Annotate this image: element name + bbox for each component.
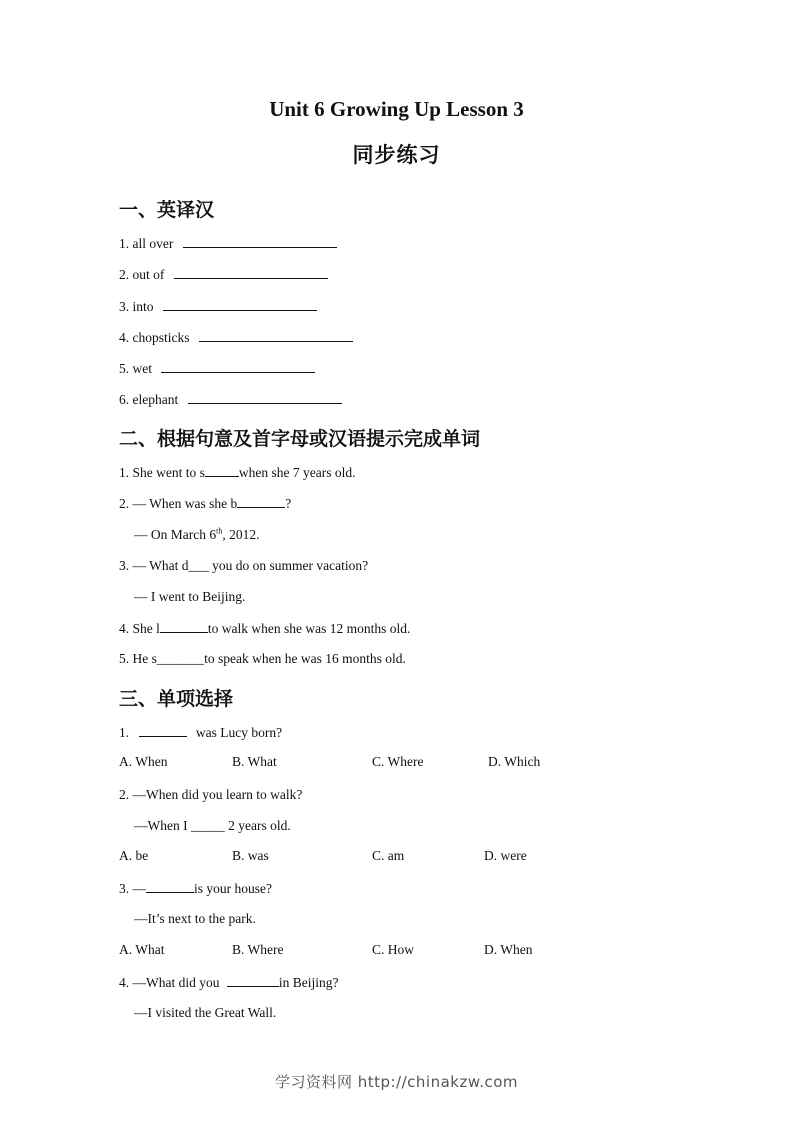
mc-question-2-reply: —When I _____ 2 years old. [134, 818, 291, 833]
mc-question-4-start: 4. —What did you [119, 975, 220, 990]
mc-1-option-d[interactable]: D. Which [488, 754, 541, 769]
fill-question-2-start: 2. — When was she b [119, 496, 238, 511]
mc-3-option-d[interactable]: D. When [484, 942, 533, 957]
mc-question-3 [119, 879, 272, 898]
fill-question-5-end: to speak when he was 16 months old. [204, 651, 406, 666]
vocab-item-1 [119, 234, 337, 253]
mc-question-1-number: 1. [119, 725, 130, 740]
mc-2-option-a[interactable]: A. be [119, 848, 149, 863]
fill-blank-2[interactable] [237, 494, 285, 508]
page-subtitle: 同步练习 [352, 143, 441, 167]
mc-question-2: 2. —When did you learn to walk? [119, 787, 303, 802]
vocab-item-3 [119, 297, 317, 316]
vocab-word-2: 2. out of [119, 267, 165, 282]
vocab-word-6: 6. elephant [119, 392, 179, 407]
vocab-item-2 [119, 265, 328, 284]
fill-answer-2 [134, 526, 259, 544]
fill-blank-4[interactable] [160, 619, 208, 633]
mc-question-4-end: in Beijing? [278, 975, 339, 990]
vocab-item-4 [119, 328, 353, 347]
fill-blank-1[interactable] [205, 463, 239, 477]
mc-question-3-end: is your house? [194, 881, 272, 896]
fill-question-2 [119, 494, 291, 513]
mc-question-3-reply: —It’s next to the park. [134, 911, 256, 926]
fill-question-1 [119, 463, 355, 482]
mc-2-option-b[interactable]: B. was [232, 848, 269, 863]
vocab-item-6 [119, 390, 342, 409]
fill-answer-2-end: , 2012. [222, 527, 260, 542]
vocab-item-5 [119, 359, 315, 378]
mc-1-option-b[interactable]: B. What [232, 754, 277, 769]
mc-3-option-a[interactable]: A. What [119, 942, 165, 957]
mc-2-option-d[interactable]: D. were [484, 848, 527, 863]
mc-1-option-c[interactable]: C. Where [372, 754, 424, 769]
vocab-word-3: 3. into [119, 299, 154, 314]
mc-3-option-c[interactable]: C. How [372, 942, 415, 957]
ordinal-suffix: th [216, 526, 223, 536]
fill-answer-3: — I went to Beijing. [134, 589, 246, 604]
mc-2-option-c[interactable]: C. am [372, 848, 405, 863]
fill-question-4 [119, 619, 410, 638]
fill-answer-2-start: — On March 6 [134, 527, 217, 542]
mc-question-4-reply: —I visited the Great Wall. [134, 1005, 277, 1020]
section-1-heading: 一、英译汉 [119, 199, 215, 221]
answer-blank-1[interactable] [183, 234, 337, 248]
answer-blank-4[interactable] [199, 328, 353, 342]
answer-blank-3[interactable] [163, 297, 317, 311]
fill-question-4-end: to walk when she was 12 months old. [207, 621, 411, 636]
fill-question-1-start: 1. She went to s [119, 465, 205, 480]
answer-blank-6[interactable] [188, 390, 342, 404]
mc-question-1 [119, 723, 282, 742]
fill-question-4-start: 4. She l [119, 621, 160, 636]
fill-question-5 [119, 650, 406, 668]
fill-question-3: 3. — What d___ you do on summer vacation? [119, 558, 369, 573]
mc-blank-1[interactable] [139, 723, 187, 737]
page-title: Unit 6 Growing Up Lesson 3 [269, 97, 524, 121]
mc-1-option-a[interactable]: A. When [119, 754, 168, 769]
mc-blank-3[interactable] [146, 879, 194, 893]
vocab-word-5: 5. wet [119, 361, 152, 376]
mc-question-1-text: was Lucy born? [195, 725, 283, 740]
section-2-heading: 二、根据句意及首字母或汉语提示完成单词 [119, 428, 481, 450]
footer-watermark: 学习资料网 http://chinakzw.com [274, 1073, 519, 1091]
answer-blank-5[interactable] [161, 359, 315, 373]
fill-question-1-end: when she 7 years old. [238, 465, 356, 480]
mc-blank-4[interactable] [227, 973, 279, 987]
fill-question-2-end: ? [285, 496, 292, 511]
mc-question-3-start: 3. — [119, 881, 146, 896]
vocab-word-1: 1. all over [119, 236, 174, 251]
fill-question-5-start: 5. He s_______ [119, 651, 205, 666]
mc-3-option-b[interactable]: B. Where [232, 942, 284, 957]
answer-blank-2[interactable] [174, 265, 328, 279]
mc-question-4 [119, 973, 339, 992]
vocab-word-4: 4. chopsticks [119, 330, 190, 345]
section-3-heading: 三、单项选择 [119, 688, 234, 710]
